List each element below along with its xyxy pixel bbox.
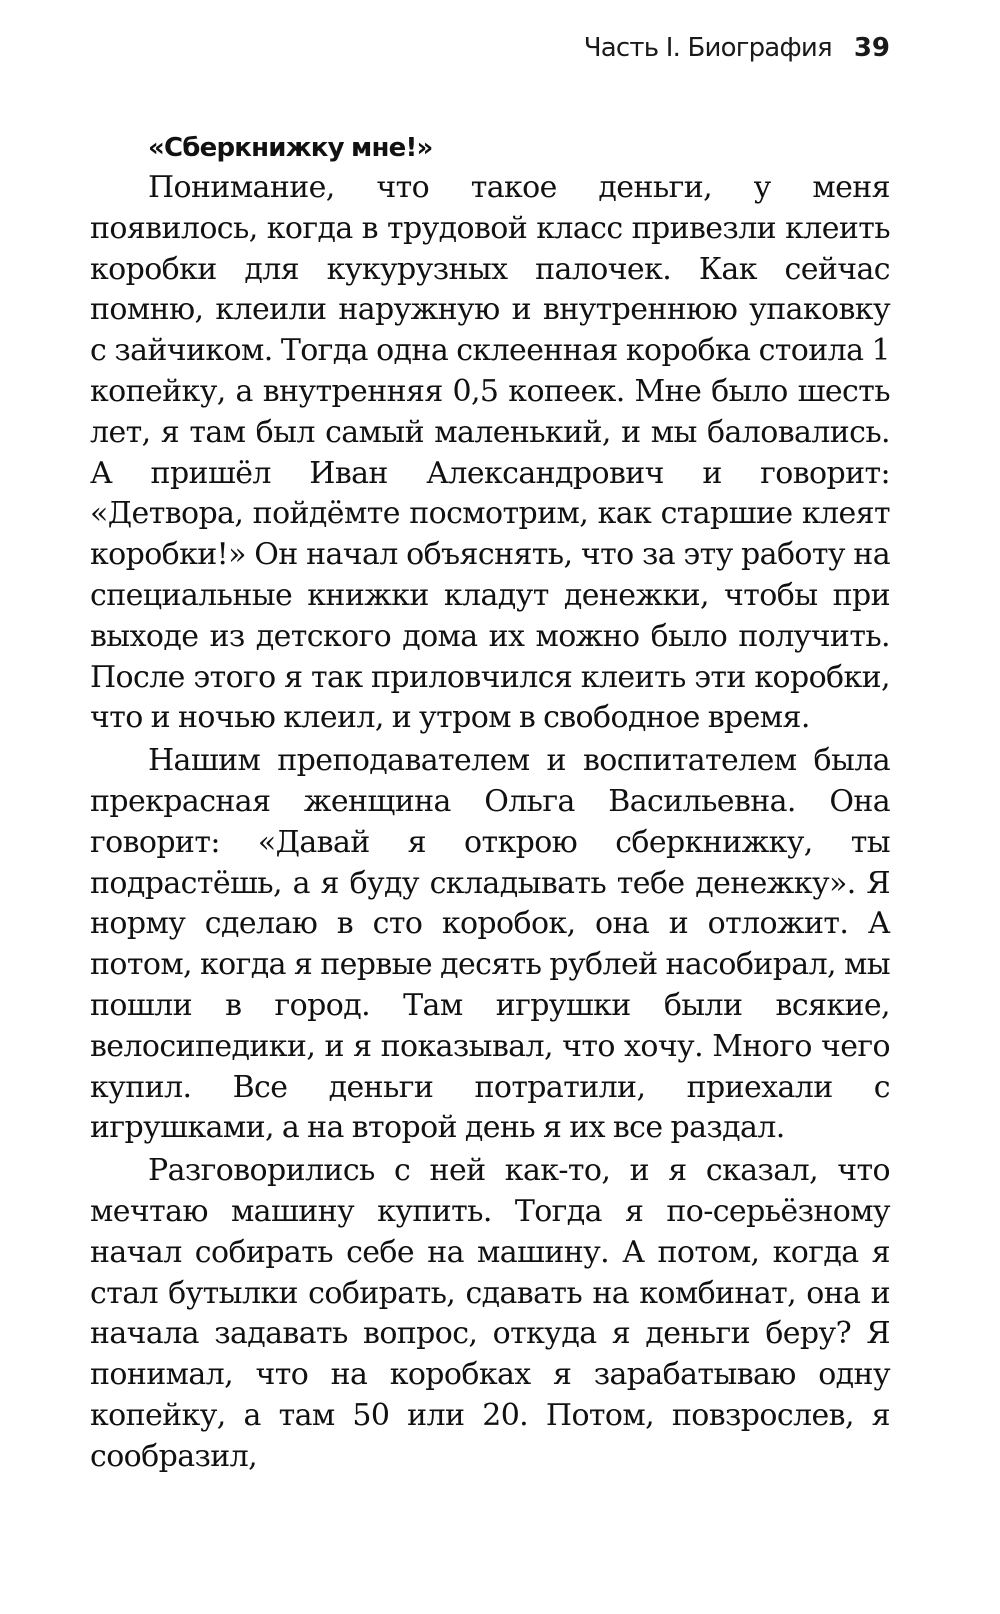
section-title: Часть I. Биография <box>583 33 832 63</box>
running-header <box>0 30 890 66</box>
paragraph-2: Нашим преподавателем и воспитателем была прекрасная женщина Ольга Васильевна. Она говорит: «Давай я открою сберкнижку, ты подрастёшь, а я буду складывать тебе денежку». Я норму сделаю в сто коробок, она и отложит. А потом, когда я первые десять рублей насобирал, мы пошли в город. Там игрушки были всякие, велосипедики, и я показывал, что хочу. Много чего купил. Все деньги потратили, приехали с игрушками, а на второй день я их все раздал. <box>90 743 890 1146</box>
subheading: «Сберкнижку мне!» <box>148 133 433 163</box>
body-text <box>90 128 890 1478</box>
paragraph-1: Понимание, что такое деньги, у меня появилось, когда в трудовой класс привезли клеить коробки для кукурузных палочек. Как сейчас помню, клеили наружную и внутреннюю упаковку с зайчиком. Тогда одна склеенная коробка стоила 1 копейку, а внутренняя 0,5 копеек. Мне было шесть лет, я там был самый маленький, и мы баловались. А пришёл Иван Александрович и говорит: «Детвора, пойдёмте посмотрим, как старшие клеят коробки!» Он начал объяснять, что за эту работу на специальные книжки кладут денежки, чтобы при выходе из детского дома их можно было получить. После этого я так приловчился клеить эти коробки, что и ночью клеил, и утром в свободное время. <box>90 170 890 736</box>
paragraph-3: Разговорились с ней как-то, и я сказал, что мечтаю машину купить. Тогда я по-серьёзному начал собирать себе на машину. А потом, когда я стал бутылки собирать, сдавать на комбинат, она и начала задавать вопрос, откуда я деньги беру? Я понимал, что на коробках я зарабатываю одну копейку, а там 50 или 20. Потом, повзрослев, я сообразил, <box>90 1153 890 1474</box>
page-number: 39 <box>853 33 890 63</box>
